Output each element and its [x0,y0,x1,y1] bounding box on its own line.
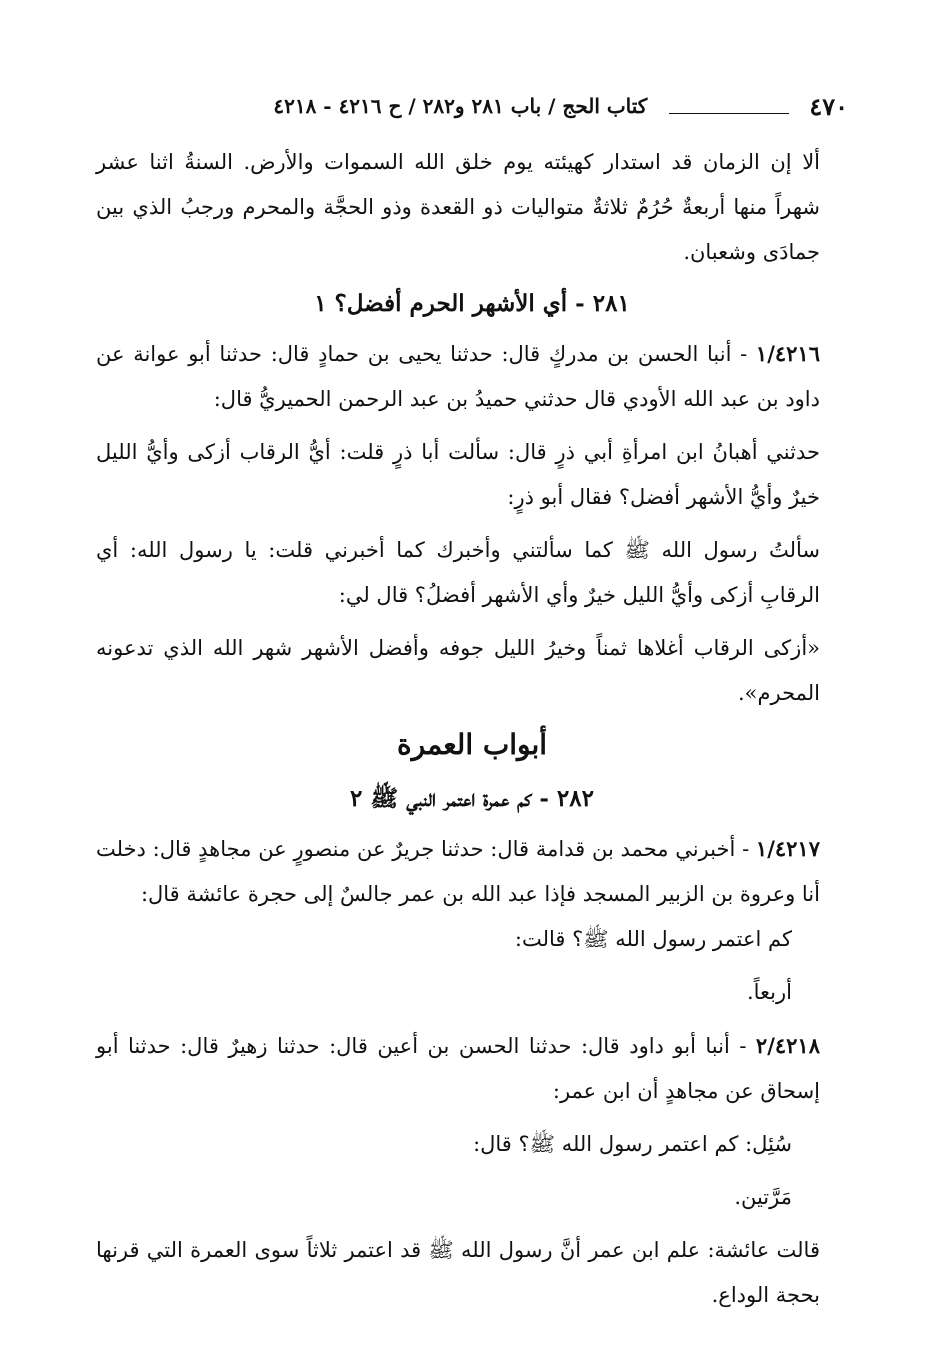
paragraph-intro: ألا إن الزمان قد استدار كهيئته يوم خلق الله السموات والأرض. السنةُ اثنا عشر شهراً منها أربعةٌ حُرُمٌ ثلاثةٌ متواليات ذو القعدة وذو الحجَّة والمحرم ورجبُ الذي بين جمادَى وشعبان. [96,150,820,264]
page-number: ٤٧٠ [809,91,848,121]
chapter-heading-281: ٢٨١ - أي الأشهر الحرم أفضل؟ ١ [314,290,630,317]
hadith-number-4216: ١/٤٢١٦ [755,341,820,366]
hadith-4218 [96,1023,848,1114]
hadith-number-4217: ١/٤٢١٧ [755,836,820,861]
paragraph-marratayn: مَرَّتين. [734,1185,792,1209]
paragraph-kam: كم اعتمر رسول الله ﷺ؟ قالت: [514,927,792,951]
running-header [96,88,848,124]
hadith-4218-text: - أنبا أبو داود قال: حدثنا الحسن بن أعين قال: حدثنا زهيرٌ قال: حدثنا أبو إسحاق عن مجاهدٍ أن ابن عمر: [96,1034,820,1103]
hadith-4217 [96,826,848,917]
header-rule [669,113,789,114]
header-title: كتاب الحج / باب ٢٨١ و٢٨٢ / ح ٤٢١٦ - ٤٢١٨ [273,94,648,118]
page-body [96,140,848,1318]
paragraph-arbaa: أربعاً. [746,980,792,1004]
paragraph-aisha: قالت عائشة: علم ابن عمر أنَّ رسول الله ﷺ قد اعتمر ثلاثاً سوى العمرة التي قرنها بحجة الوداع. [96,1238,820,1307]
chapter-heading-282: ٢٨٢ - كم عمرة اعتمر النبي ﷺ ٢ [350,785,594,812]
paragraph-suila: سُئِل: كم اعتمر رسول الله ﷺ؟ قال: [473,1132,792,1156]
paragraph-azka: «أزكى الرقاب أغلاها ثمناً وخيرُ الليل جوفه وأفضل الأشهر شهر الله الذي تدعونه المحرم». [96,636,820,705]
hadith-number-4218: ٢/٤٢١٨ [755,1033,820,1058]
hadith-4217-text: - أخبرني محمد بن قدامة قال: حدثنا جريرٌ عن منصورٍ عن مجاهدٍ قال: دخلت أنا وعروة بن الزبير المسجد فإذا عبد الله بن عمر جالسٌ إلى حجرة عائشة قال: [96,837,820,906]
paragraph-saaltu: سألتُ رسول الله ﷺ كما سألتني وأخبرك كما أخبرني قلت: يا رسول الله: أي الرقابِ أزكى وأيُّ الليل خيرٌ وأي الأشهر أفضلُ؟ قال لي: [96,538,820,607]
hadith-4216 [96,331,848,422]
section-heading-umrah: أبواب العمرة [396,728,548,761]
paragraph-ahban: حدثني أهبانُ ابن امرأةِ أبي ذرٍ قال: سألت أبا ذرٍ قلت: أيُّ الرقاب أزكى وأيُّ الليل خيرٌ وأيُّ الأشهر أفضل؟ فقال أبو ذرٍ: [96,440,820,509]
hadith-4216-text: - أنبا الحسن بن مدركٍ قال: حدثنا يحيى بن حمادٍ قال: حدثنا أبو عوانة عن داود بن عبد الله الأودي قال حدثني حميدُ بن عبد الرحمن الحميريُّ قال: [96,342,820,411]
